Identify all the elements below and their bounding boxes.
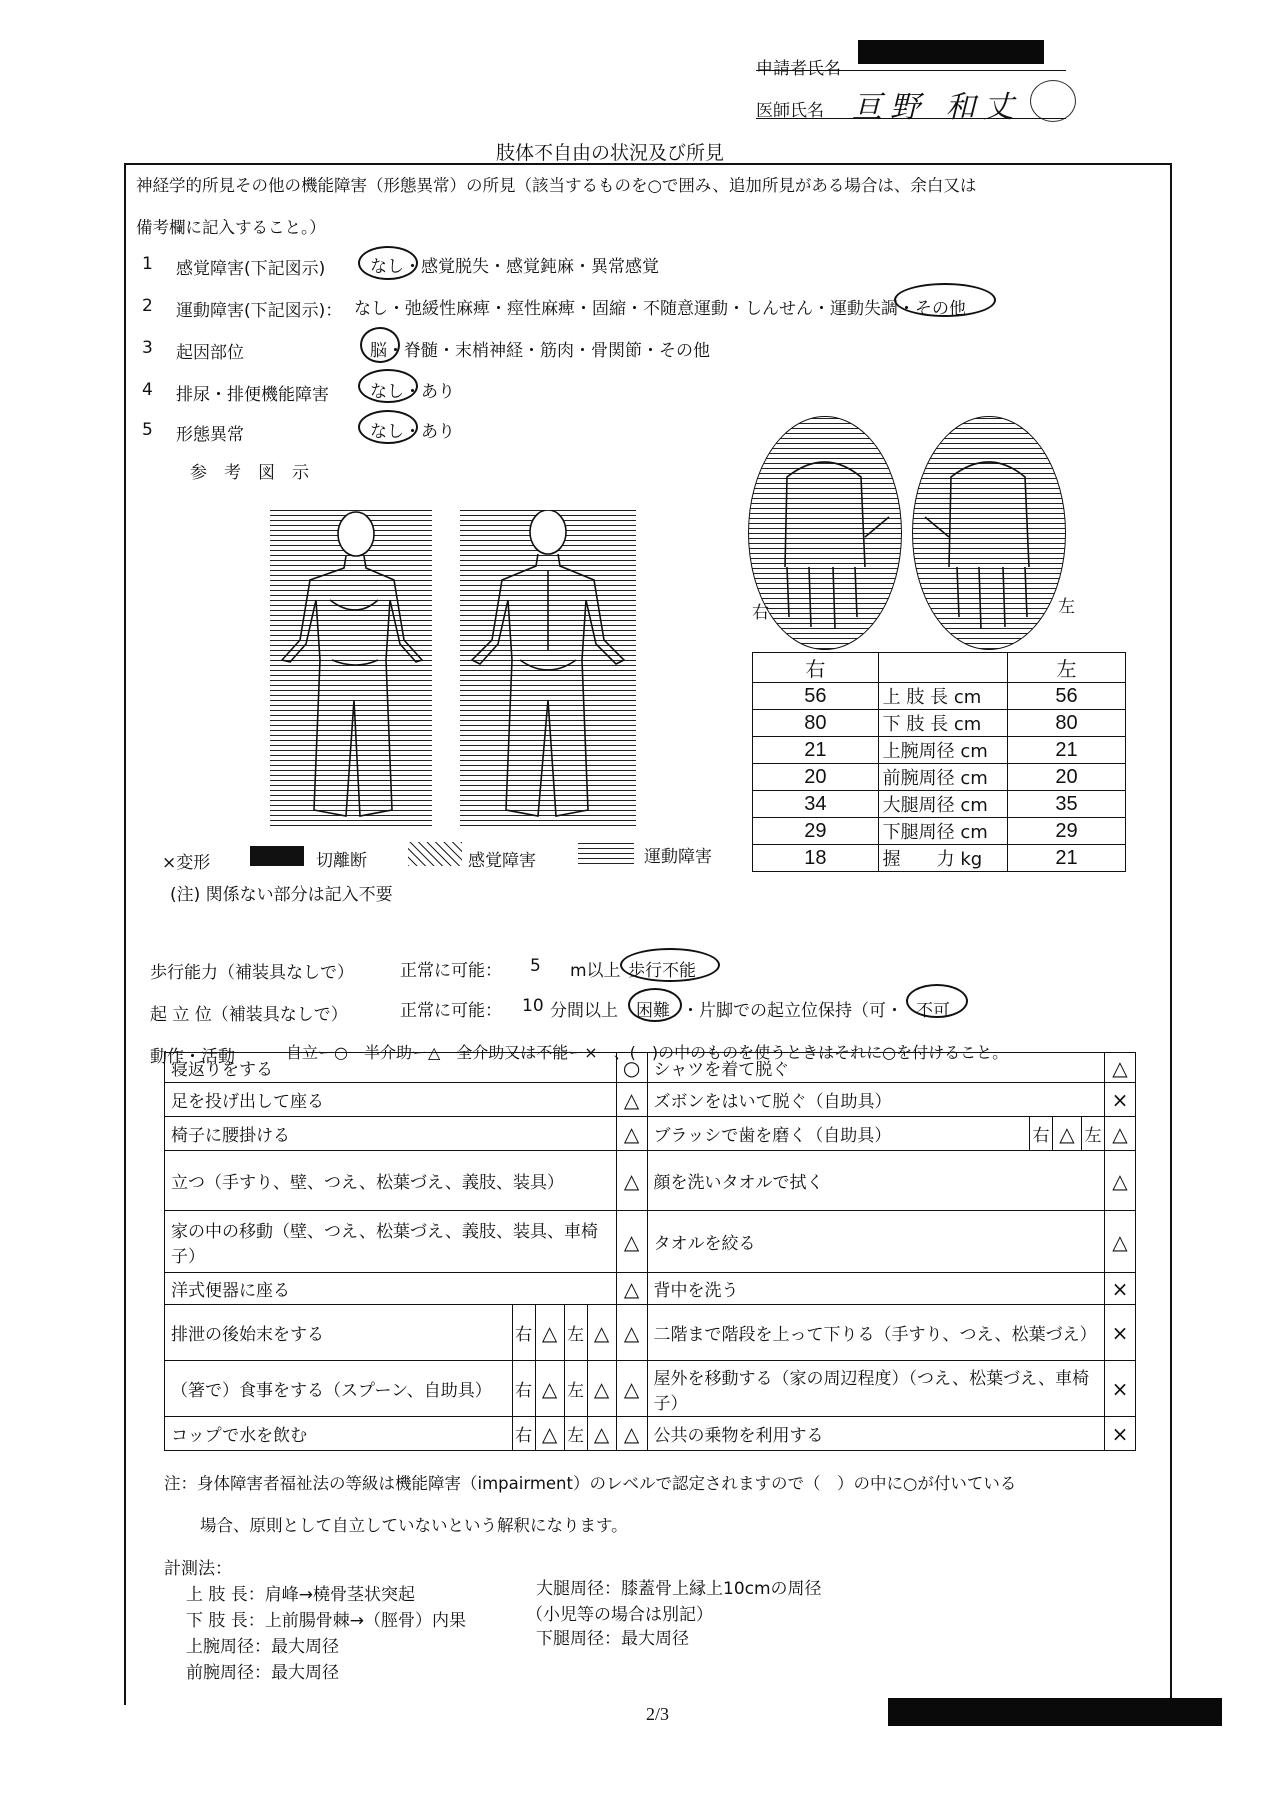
doctor-underline <box>756 118 1066 119</box>
measurement-header-right: 右 <box>753 653 879 683</box>
measurement-left-value: 56 <box>1007 683 1125 710</box>
footer-redaction <box>888 1698 1222 1726</box>
measurement-row <box>753 818 1126 845</box>
measurement-right-value: 21 <box>753 737 879 764</box>
walking-circled: 歩行不能 <box>628 961 696 981</box>
adl-row <box>165 1273 1136 1305</box>
adl-legend: 自立ー○ 半介助ー△ 全介助又は不能ー× 、( )の中のものを使うときはそれに○を付けること。 <box>286 1043 1009 1062</box>
adl-left-mark: △ <box>616 1117 647 1151</box>
adl-right-mark: △ <box>1105 1053 1136 1083</box>
finding-3-num: 3 <box>142 338 153 358</box>
finding-4-label: 排尿・排便機能障害 <box>176 385 329 405</box>
measurement-right-value: 56 <box>753 683 879 710</box>
finding-3-options: 脳・脊髄・末梢神経・筋肉・骨関節・その他 <box>370 341 710 361</box>
measurement-left-value: 80 <box>1007 710 1125 737</box>
right-hand-figure <box>748 416 902 650</box>
adl-row <box>165 1305 1136 1361</box>
adl-left-label: 足を投げ出して座る <box>165 1083 617 1117</box>
adl-left-mark: △ <box>616 1305 647 1361</box>
walking-value: 5 <box>530 956 541 976</box>
adl-left-label: 排泄の後始末をする <box>165 1305 513 1361</box>
adl-heading: 動作・活動 <box>150 1047 235 1067</box>
adl-left-lr-label: 右 <box>512 1417 535 1451</box>
finding-1-label: 感覚障害(下記図示) <box>176 259 326 279</box>
measurement-header-row <box>753 653 1126 683</box>
method-item-2: （小児等の場合は別記） <box>526 1605 713 1625</box>
adl-left-lr-label: 左 <box>564 1361 587 1417</box>
hand-left-label: 左 <box>1058 597 1075 617</box>
adl-left-mark: △ <box>616 1361 647 1417</box>
walking-normal: 正常に可能： <box>400 961 502 981</box>
adl-left-l-mark: △ <box>587 1417 616 1451</box>
finding-1-options: なし・感覚脱失・感覚鈍麻・異常感覚 <box>370 257 659 277</box>
measurement-left-value: 20 <box>1007 764 1125 791</box>
finding-4-num: 4 <box>142 380 153 400</box>
body-front-figure <box>270 510 432 826</box>
measurement-label: 上 肢 長 cm <box>878 683 1007 710</box>
adl-left-l-mark: △ <box>587 1305 616 1361</box>
method-item: 前腕周径：最大周径 <box>186 1663 339 1683</box>
adl-left-r-mark: △ <box>535 1361 564 1417</box>
adl-left-l-mark: △ <box>587 1361 616 1417</box>
intro-line1: 神経学的所見その他の機能障害（形態異常）の所見（該当するものを○で囲み、追加所見がある場合は、余白又は <box>136 176 977 195</box>
measurement-left-value: 29 <box>1007 818 1125 845</box>
adl-table <box>164 1052 1136 1451</box>
adl-left-lr-label: 左 <box>564 1417 587 1451</box>
adl-left-label: （箸で）食事をする（スプーン、自助具） <box>165 1361 513 1417</box>
measurement-right-value: 29 <box>753 818 879 845</box>
adl-left-mark: △ <box>616 1151 647 1211</box>
measurement-row <box>753 764 1126 791</box>
adl-left-mark: △ <box>616 1211 647 1273</box>
doctor-signature: 亘野 和丈 <box>852 90 1022 125</box>
adl-right-label: ズボンをはいて脱ぐ（自助具） <box>647 1083 1104 1117</box>
finding-5-label: 形態異常 <box>176 425 244 445</box>
applicant-underline <box>756 70 1066 71</box>
measurement-left-value: 35 <box>1007 791 1125 818</box>
adl-left-mark: △ <box>616 1417 647 1451</box>
finding-2-num: 2 <box>142 296 153 316</box>
measurement-row <box>753 791 1126 818</box>
adl-left-mark: △ <box>616 1273 647 1305</box>
adl-right-mark: × <box>1105 1361 1136 1417</box>
measurement-header-label <box>878 653 1007 683</box>
adl-left-lr-label: 左 <box>564 1305 587 1361</box>
figure-label: 参 考 図 示 <box>190 463 309 483</box>
adl-left-lr-label: 右 <box>512 1305 535 1361</box>
adl-right-mark: × <box>1105 1305 1136 1361</box>
adl-right-label: 屋外を移動する（家の周辺程度）（つえ、松葉づえ、車椅子） <box>647 1361 1104 1417</box>
adl-right-label: シャツを着て脱ぐ <box>647 1053 1104 1083</box>
footnote-line2: 場合、原則として自立していないという解釈になります。 <box>200 1516 628 1535</box>
finding-3-circle <box>360 327 400 363</box>
finding-2-options: なし・弛緩性麻痺・痙性麻痺・固縮・不随意運動・しんせん・運動失調・その他 <box>354 299 966 319</box>
finding-1-circle <box>358 246 418 280</box>
method-item: 上腕周径：最大周径 <box>186 1637 339 1657</box>
body-back-figure <box>460 510 636 826</box>
adl-left-label: 立つ（手すり、壁、つえ、松葉づえ、義肢、装具） <box>165 1151 617 1211</box>
standing-normal: 正常に可能： <box>400 1001 502 1021</box>
finding-4-options: なし・あり <box>370 382 455 402</box>
walking-label: 歩行能力（補装具なしで） <box>150 963 354 983</box>
adl-row <box>165 1053 1136 1083</box>
adl-left-lr-label: 右 <box>512 1361 535 1417</box>
method-item: 上 肢 長：肩峰→橈骨茎状突起 <box>186 1585 416 1605</box>
measurement-right-value: 34 <box>753 791 879 818</box>
measurement-right-value: 20 <box>753 764 879 791</box>
legend-amputation-swatch <box>250 846 304 866</box>
measurement-label: 上腕周径 cm <box>878 737 1007 764</box>
applicant-label: 申請者氏名 <box>756 59 841 79</box>
adl-right-label: 顔を洗いタオルで拭く <box>647 1151 1104 1211</box>
adl-right-label: 二階まで階段を上って下りる（手すり、つえ、松葉づえ） <box>647 1305 1104 1361</box>
standing-label: 起 立 位（補装具なしで） <box>150 1005 348 1025</box>
measurement-label: 下 肢 長 cm <box>878 710 1007 737</box>
legend-sensory: 感覚障害 <box>468 851 536 871</box>
legend-amputation: 切離断 <box>316 851 367 871</box>
adl-right-mark: × <box>1105 1083 1136 1117</box>
method-item-2: 大腿周径：膝蓋骨上縁上10cmの周径 <box>536 1579 822 1599</box>
standing-value: 10 <box>522 996 544 1016</box>
adl-left-label: コップで水を飲む <box>165 1417 513 1451</box>
measurement-left-value: 21 <box>1007 737 1125 764</box>
adl-right-mark: △ <box>1105 1151 1136 1211</box>
doctor-label: 医師氏名 <box>756 101 824 121</box>
figure-note: (注) 関係ない部分は記入不要 <box>170 885 393 905</box>
adl-right-r-mark: △ <box>1053 1117 1082 1151</box>
footnote-line1: 注：身体障害者福祉法の等級は機能障害（impairment）のレベルで認定されますので（ ）の中に○が付いている <box>164 1474 1017 1493</box>
measurement-label: 前腕周径 cm <box>878 764 1007 791</box>
hand-right-label: 右 <box>752 603 769 623</box>
seal-stamp <box>1030 80 1076 122</box>
standing-circled: 困難 <box>636 1001 670 1021</box>
measurement-row <box>753 737 1126 764</box>
standing-circled2: 不可 <box>916 1001 950 1021</box>
adl-row <box>165 1361 1136 1417</box>
measurement-table <box>752 652 1126 872</box>
methods-label: 計測法： <box>164 1559 232 1579</box>
adl-row <box>165 1083 1136 1117</box>
finding-2-label: 運動障害(下記図示)： <box>176 301 343 321</box>
legend-motor: 運動障害 <box>644 847 712 867</box>
standing-circle2 <box>906 984 968 1018</box>
legend-sensory-swatch <box>408 842 462 866</box>
measurement-label: 握 力 kg <box>878 845 1007 872</box>
left-hand-figure <box>912 416 1066 650</box>
standing-unit: 分間以上 <box>550 1001 618 1021</box>
measurement-row <box>753 710 1126 737</box>
measurement-header-left: 左 <box>1007 653 1125 683</box>
adl-left-r-mark: △ <box>535 1305 564 1361</box>
adl-left-r-mark: △ <box>535 1417 564 1451</box>
legend-motor-swatch <box>578 840 634 864</box>
adl-left-mark: ○ <box>616 1053 647 1083</box>
adl-right-label: 公共の乗物を利用する <box>647 1417 1104 1451</box>
adl-right-mark: △ <box>1105 1211 1136 1273</box>
standing-rest: ・片脚での起立位保持（可・ <box>682 1001 903 1021</box>
adl-right-label: タオルを絞る <box>647 1211 1104 1273</box>
finding-3-label: 起因部位 <box>176 343 244 363</box>
finding-4-circle <box>358 369 418 403</box>
adl-right-mark: × <box>1105 1417 1136 1451</box>
adl-left-label: 寝返りをする <box>165 1053 617 1083</box>
adl-right-lr-label: 左 <box>1082 1117 1105 1151</box>
intro-line2: 備考欄に記入すること。） <box>136 218 326 237</box>
applicant-name-redaction <box>858 40 1044 64</box>
adl-right-mark: × <box>1105 1273 1136 1305</box>
measurement-label: 大腿周径 cm <box>878 791 1007 818</box>
finding-5-num: 5 <box>142 420 153 440</box>
page-title: 肢体不自由の状況及び所見 <box>496 142 725 164</box>
legend-deform: ×変形 <box>162 853 211 873</box>
measurement-label: 下腿周径 cm <box>878 818 1007 845</box>
adl-right-mark: △ <box>1105 1117 1136 1151</box>
adl-row <box>165 1211 1136 1273</box>
finding-5-circle <box>358 410 418 444</box>
adl-left-label: 椅子に腰掛ける <box>165 1117 617 1151</box>
adl-left-label: 家の中の移動（壁、つえ、松葉づえ、義肢、装具、車椅子） <box>165 1211 617 1273</box>
adl-row <box>165 1151 1136 1211</box>
finding-5-options: なし・あり <box>370 422 455 442</box>
walking-circle <box>620 948 720 982</box>
adl-row <box>165 1417 1136 1451</box>
measurement-row <box>753 845 1126 872</box>
measurement-row <box>753 683 1126 710</box>
adl-row <box>165 1117 1136 1151</box>
measurement-right-value: 18 <box>753 845 879 872</box>
adl-left-label: 洋式便器に座る <box>165 1273 617 1305</box>
adl-right-label: 背中を洗う <box>647 1273 1104 1305</box>
measurement-left-value: 21 <box>1007 845 1125 872</box>
finding-2-circle <box>894 283 996 317</box>
walking-unit: m以上 <box>570 961 621 981</box>
adl-right-lr-label: 右 <box>1030 1117 1053 1151</box>
method-item: 下 肢 長：上前腸骨棘→（脛骨）内果 <box>186 1611 467 1631</box>
measurement-right-value: 80 <box>753 710 879 737</box>
standing-circle <box>628 988 682 1022</box>
method-item-2: 下腿周径：最大周径 <box>536 1629 689 1649</box>
page-number: 2/3 <box>646 1704 670 1724</box>
finding-1-num: 1 <box>142 254 153 274</box>
adl-left-mark: △ <box>616 1083 647 1117</box>
adl-right-label: ブラッシで歯を磨く（自助具） <box>647 1117 1029 1151</box>
